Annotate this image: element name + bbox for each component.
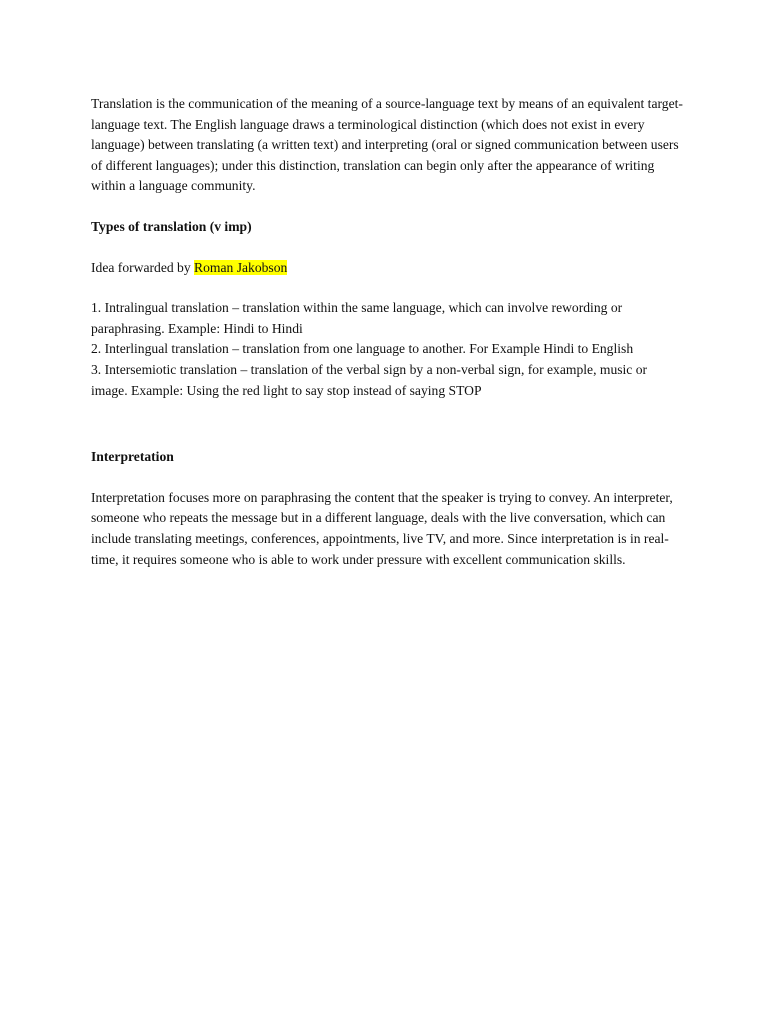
idea-prefix: Idea forwarded by [91,259,195,275]
types-list [91,298,683,401]
highlighted-name: Roman Jakobson [194,259,288,275]
interpretation-paragraph: Interpretation focuses more on paraphrasing the content that the speaker is trying to convey. An interpreter, someone who repeats the message but in a different language, deals with the live conversation, which can include translating meetings, conferences, appointments, live TV, and more. Since interpretation is in real-time, it requires someone who is able to work under pressure with excellent communication skills. [91,489,673,567]
types-heading: Types of translation (v imp) [91,218,252,234]
list-item: 3. Intersemiotic translation – translation of the verbal sign by a non-verbal sign, for example, music or image. Example: Using the red light to say stop instead of saying STOP [91,361,648,398]
idea-line [91,258,683,279]
document-content [91,94,683,570]
list-item: 1. Intralingual translation – translation within the same language, which can involve rewording or paraphrasing. Example: Hindi to Hindi [91,300,623,336]
list-item: 2. Interlingual translation – translation from one language to another. For Example Hindi to English [91,341,634,357]
interpretation-heading: Interpretation [91,449,174,465]
intro-paragraph: Translation is the communication of the meaning of a source-language text by means of an equivalent target-language text. The English language draws a terminological distinction (which does not exist in every language) between translating (a written text) and interpreting (oral or signed communication between users of different languages); under this distinction, translation can begin only after the appearance of writing within a language community. [91,96,683,194]
